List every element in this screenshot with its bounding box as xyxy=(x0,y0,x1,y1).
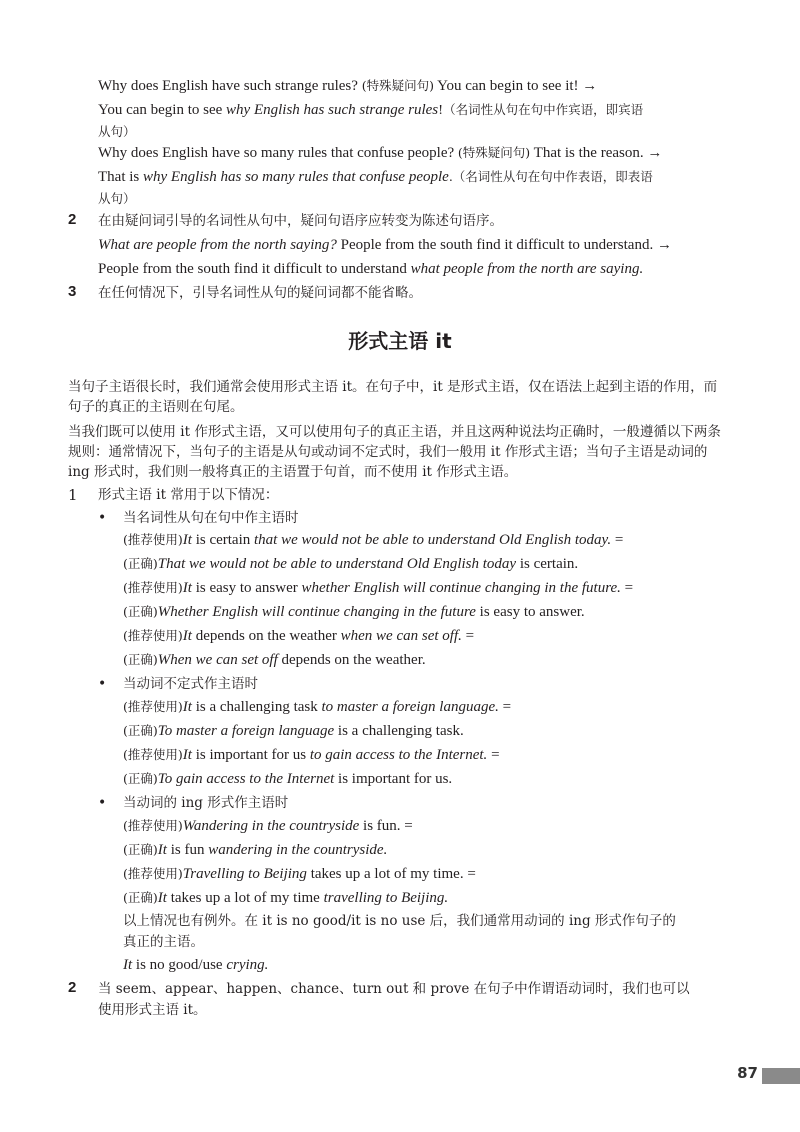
example-line: It is no good/use crying. xyxy=(123,957,269,973)
page-number-bar xyxy=(762,1068,800,1084)
example-line: (推荐使用)It depends on the weather when we can set off. = xyxy=(123,628,475,644)
example-line: Why does English have such strange rules? (特殊疑问句) You can begin to see it! → xyxy=(98,78,598,94)
example-line: (推荐使用)It is important for us to gain access to the Internet. = xyxy=(123,747,500,763)
bullet-heading: 当动词不定式作主语时 xyxy=(123,676,258,692)
example-line: 从句） xyxy=(98,124,136,139)
example-line: (正确)It is fun wandering in the countryside. xyxy=(123,842,388,858)
intro-paragraph: 当我们既可以使用 it 作形式主语，又可以使用句子的真正主语，并且这两种说法均正确时，一般遵循以下两条规则：通常情况下，当句子的主语是从句或动词不定式时，我们一般用 it 作形式主语；当句子主语是动词的 ing 形式时，我们则一般将真正的主语置于句首，而不使用 it 作形式主语。 xyxy=(68,424,721,480)
exception-note: 真正的主语。 xyxy=(123,934,204,950)
page-number: 87 xyxy=(737,1064,758,1082)
bullet-heading: 当动词的 ing 形式作主语时 xyxy=(123,795,289,811)
rule-number: 3 xyxy=(68,283,77,300)
example-line: (正确)When we can set off depends on the weather. xyxy=(123,652,426,668)
example-line: People from the south find it difficult to understand what people from the north are saying. xyxy=(98,261,644,277)
intro-paragraph: 当句子主语很长时，我们通常会使用形式主语 it。在句子中，it 是形式主语，仅在语法上起到主语的作用，而句子的真正的主语则在句尾。 xyxy=(68,379,718,415)
section-title: 形式主语 it xyxy=(348,329,452,353)
example-line: (正确)It takes up a lot of my time travelling to Beijing. xyxy=(123,890,449,906)
example-line: (推荐使用)It is easy to answer whether English will continue changing in the future. = xyxy=(123,580,634,596)
example-line: (正确)To gain access to the Internet is important for us. xyxy=(123,771,453,787)
point-number: 2 xyxy=(68,979,77,996)
example-line: (正确)That we would not be able to understand Old English today is certain. xyxy=(123,556,579,572)
example-line: (正确)To master a foreign language is a challenging task. xyxy=(123,723,464,739)
bullet-icon: • xyxy=(98,676,107,692)
bullet-icon: • xyxy=(98,510,107,526)
example-line: (正确)Whether English will continue changing in the future is easy to answer. xyxy=(123,604,585,620)
bullet-icon: • xyxy=(98,795,107,811)
example-line: 从句） xyxy=(98,191,136,206)
example-line: (推荐使用)It is a challenging task to master a foreign language. = xyxy=(123,699,512,715)
example-line: That is why English has so many rules that confuse people.（名词性从句在句中作表语，即表语 xyxy=(98,169,653,185)
example-line: You can begin to see why English has such strange rules!（名词性从句在句中作宾语，即宾语 xyxy=(98,102,644,118)
rule-text: 在由疑问词引导的名词性从句中，疑问句语序应转变为陈述句语序。 xyxy=(98,213,503,229)
point-text: 当 seem、appear、happen、chance、turn out 和 prove 在句子中作谓语动词时，我们也可以 xyxy=(98,981,690,997)
example-line: What are people from the north saying? People from the south find it difficult to understand. → xyxy=(98,237,672,253)
example-line: Why does English have so many rules that confuse people? (特殊疑问句) That is the reason. → xyxy=(98,145,663,161)
point-text: 使用形式主语 it。 xyxy=(98,1002,207,1018)
rule-number: 2 xyxy=(68,211,77,228)
exception-note: 以上情况也有例外。在 it is no good/it is no use 后，我们通常用动词的 ing 形式作句子的 xyxy=(123,913,676,929)
example-line: (推荐使用)Travelling to Beijing takes up a lot of my time. = xyxy=(123,866,476,882)
bullet-heading: 当名词性从句在句中作主语时 xyxy=(123,510,299,526)
example-line: (推荐使用)It is certain that we would not be able to understand Old English today. = xyxy=(123,532,624,548)
example-line: (推荐使用)Wandering in the countryside is fun. = xyxy=(123,818,413,834)
rule-text: 在任何情况下，引导名词性从句的疑问词都不能省略。 xyxy=(98,285,422,301)
point-text: 形式主语 it 常用于以下情况： xyxy=(98,487,279,503)
point-number: 1 xyxy=(68,486,78,504)
